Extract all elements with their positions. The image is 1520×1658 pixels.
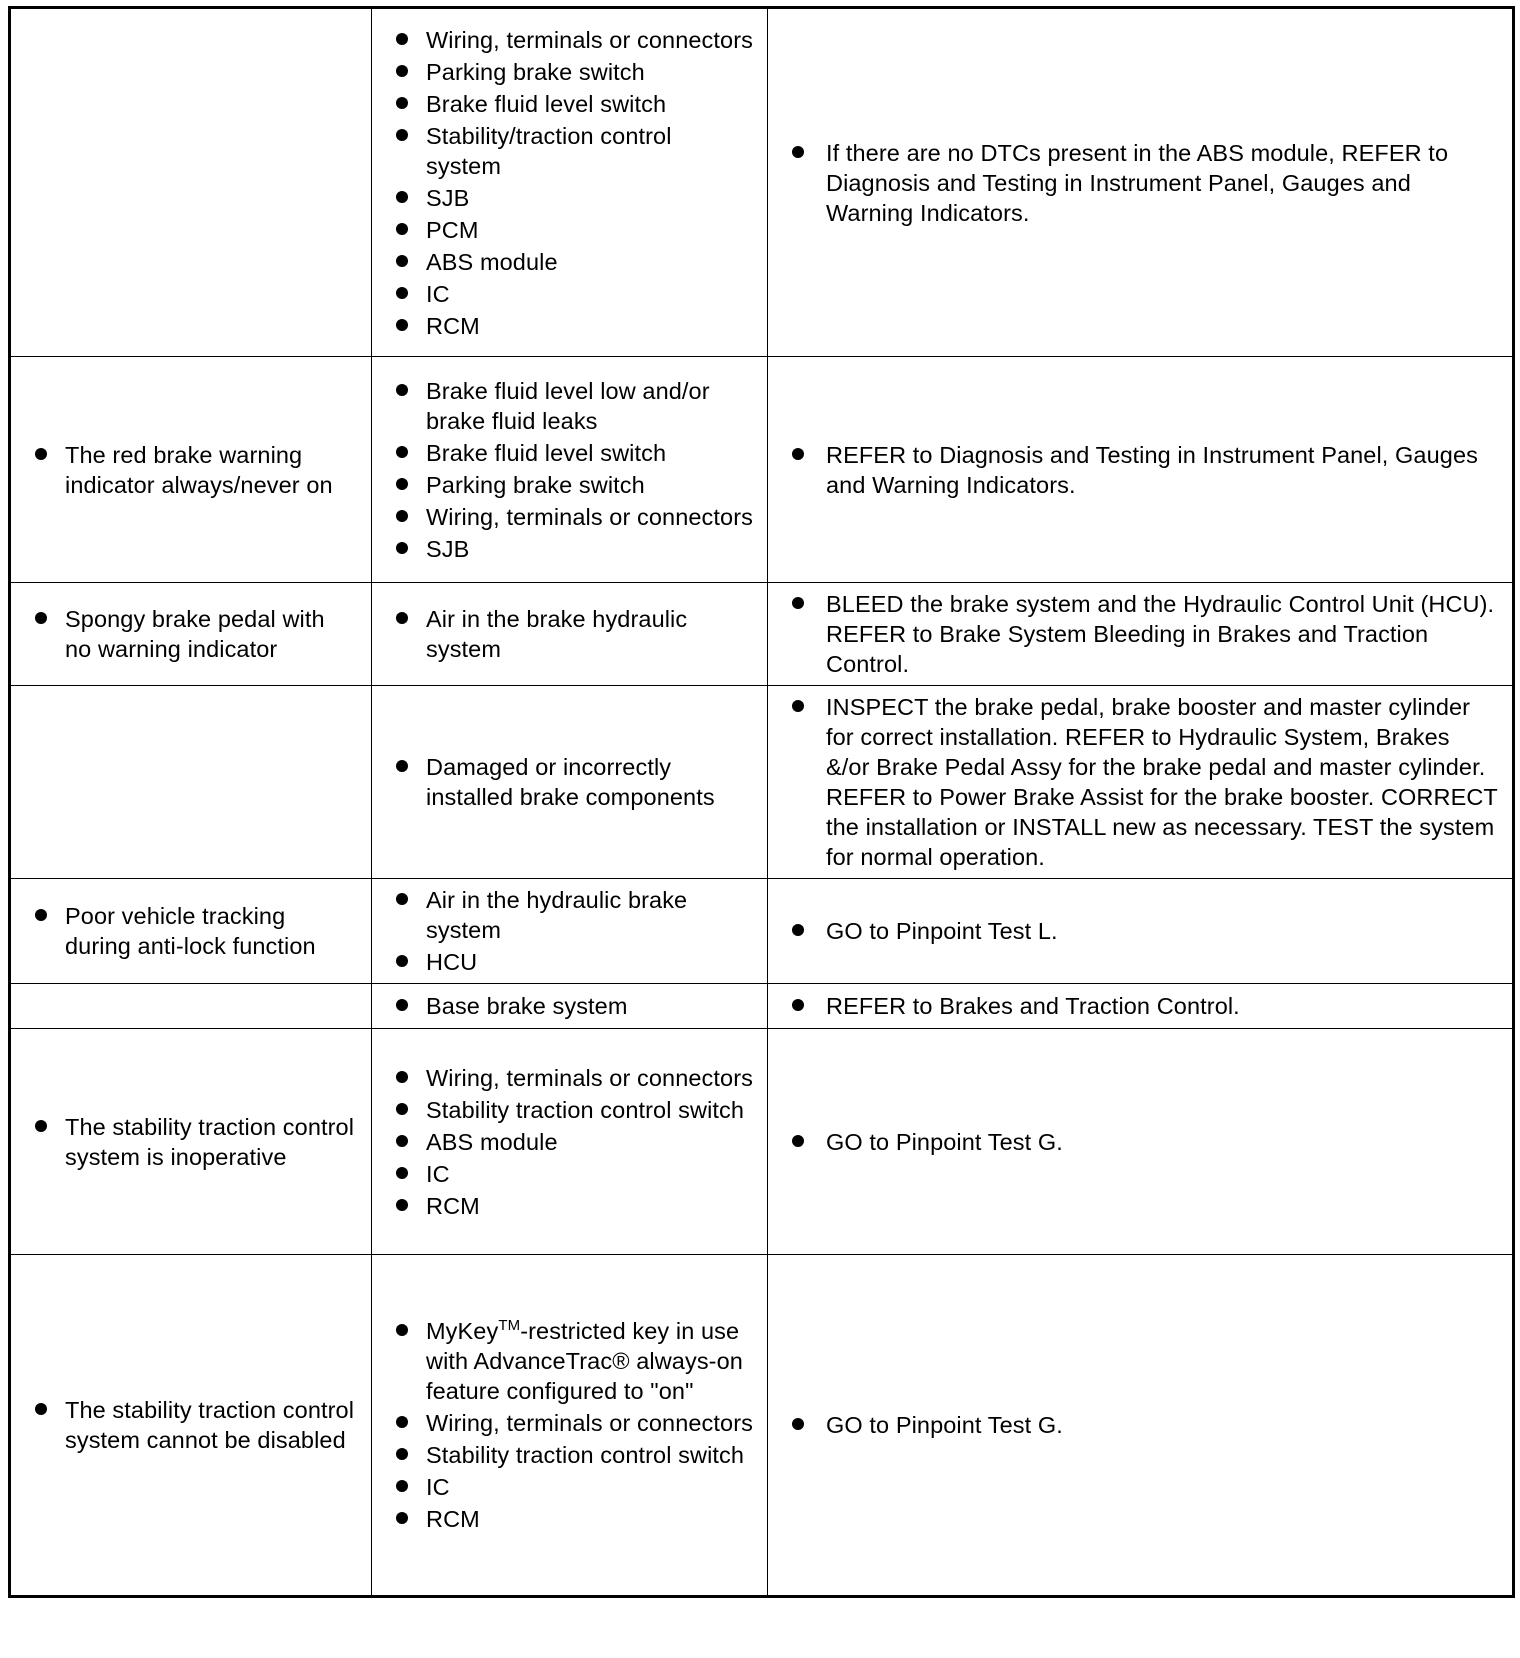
cause-item: Base brake system [392, 991, 753, 1021]
cause-item: RCM [392, 311, 753, 341]
action-list [788, 692, 1498, 872]
action-list [788, 440, 1498, 500]
cause-list [392, 1063, 753, 1221]
action-list [788, 1127, 1498, 1157]
cause-item: RCM [392, 1191, 753, 1221]
cause-item: IC [392, 1159, 753, 1189]
action-item: REFER to Diagnosis and Testing in Instrument Panel, Gauges and Warning Indicators. [788, 440, 1498, 500]
action-cell [768, 357, 1514, 583]
table-row [10, 984, 1514, 1029]
cause-item: Brake fluid level low and/or brake fluid leaks [392, 376, 753, 436]
cause-item: SJB [392, 183, 753, 213]
symptom-cell [10, 1255, 372, 1597]
action-cell [768, 984, 1514, 1029]
cause-list [392, 991, 753, 1021]
cause-item: Wiring, terminals or connectors [392, 1063, 753, 1093]
cause-item: ABS module [392, 247, 753, 277]
table-row [10, 686, 1514, 879]
symptom-item: The stability traction control system cannot be disabled [31, 1395, 357, 1455]
action-item: GO to Pinpoint Test L. [788, 916, 1498, 946]
trademark-mark: TM [498, 1317, 521, 1334]
cause-list [392, 885, 753, 977]
action-list [788, 916, 1498, 946]
mykey-description: -restricted key in use with AdvanceTrac® always-on feature configured to "on" [426, 1318, 743, 1404]
symptom-cell [10, 686, 372, 879]
action-item: If there are no DTCs present in the ABS module, REFER to Diagnosis and Testing in Instrument Panel, Gauges and Warning Indicators. [788, 138, 1498, 228]
cause-item: PCM [392, 215, 753, 245]
cause-cell [372, 1255, 768, 1597]
cause-item: Parking brake switch [392, 470, 753, 500]
table-body [10, 8, 1514, 1597]
cause-item: Brake fluid level switch [392, 89, 753, 119]
cause-item: ABS module [392, 1127, 753, 1157]
symptom-item: Poor vehicle tracking during anti-lock function [31, 901, 357, 961]
table-row [10, 8, 1514, 357]
action-cell [768, 583, 1514, 686]
action-item: GO to Pinpoint Test G. [788, 1410, 1498, 1440]
cause-item: Brake fluid level switch [392, 438, 753, 468]
cause-cell [372, 1029, 768, 1255]
symptom-list [31, 901, 357, 961]
action-cell [768, 8, 1514, 357]
cause-cell [372, 879, 768, 984]
table-row [10, 1029, 1514, 1255]
cause-item [392, 1316, 753, 1406]
table-row [10, 879, 1514, 984]
cause-cell [372, 357, 768, 583]
symptom-cell [10, 357, 372, 583]
action-list [788, 991, 1498, 1021]
symptom-list [31, 604, 357, 664]
cause-item: Stability traction control switch [392, 1095, 753, 1125]
symptom-item: The red brake warning indicator always/never on [31, 440, 357, 500]
table-row [10, 583, 1514, 686]
mykey-name: MyKey [426, 1318, 499, 1344]
cause-item: Stability traction control switch [392, 1440, 753, 1470]
action-item: GO to Pinpoint Test G. [788, 1127, 1498, 1157]
symptom-list [31, 1112, 357, 1172]
action-list [788, 1410, 1498, 1440]
symptom-cell [10, 984, 372, 1029]
cause-item: Air in the brake hydraulic system [392, 604, 753, 664]
cause-item: SJB [392, 534, 753, 564]
cause-item: Wiring, terminals or connectors [392, 502, 753, 532]
cause-list [392, 25, 753, 341]
cause-cell [372, 686, 768, 879]
cause-item: IC [392, 1472, 753, 1502]
cause-item: IC [392, 279, 753, 309]
symptom-cell [10, 879, 372, 984]
symptom-list [31, 1395, 357, 1455]
symptom-list [31, 440, 357, 500]
cause-item: Wiring, terminals or connectors [392, 1408, 753, 1438]
cause-item: Stability/traction control system [392, 121, 753, 181]
cause-item: Parking brake switch [392, 57, 753, 87]
action-item: BLEED the brake system and the Hydraulic Control Unit (HCU). REFER to Brake System Bleeding in Brakes and Traction Control. [788, 589, 1498, 679]
cause-list [392, 752, 753, 812]
action-cell [768, 1029, 1514, 1255]
symptom-item: The stability traction control system is inoperative [31, 1112, 357, 1172]
cause-list [392, 1316, 753, 1534]
action-item: INSPECT the brake pedal, brake booster and master cylinder for correct installation. REFER to Hydraulic System, Brakes &/or Brake Pedal Assy for the brake pedal and master cylinder. REFER to Power Brake Assist for the brake booster. CORRECT the installation or INSTALL new as necessary. TEST the system for normal operation. [788, 692, 1498, 872]
symptom-cell [10, 8, 372, 357]
table-row [10, 357, 1514, 583]
symptom-item: Spongy brake pedal with no warning indicator [31, 604, 357, 664]
action-list [788, 138, 1498, 228]
cause-list [392, 604, 753, 664]
action-cell [768, 1255, 1514, 1597]
cause-list [392, 376, 753, 564]
symptom-cell [10, 583, 372, 686]
cause-cell [372, 8, 768, 357]
table-row [10, 1255, 1514, 1597]
action-item: REFER to Brakes and Traction Control. [788, 991, 1498, 1021]
cause-item: HCU [392, 947, 753, 977]
cause-item: Damaged or incorrectly installed brake components [392, 752, 753, 812]
cause-item: Air in the hydraulic brake system [392, 885, 753, 945]
action-cell [768, 879, 1514, 984]
action-list [788, 589, 1498, 679]
cause-cell [372, 984, 768, 1029]
symptom-cell [10, 1029, 372, 1255]
cause-cell [372, 583, 768, 686]
action-cell [768, 686, 1514, 879]
symptom-chart-table [8, 6, 1515, 1598]
cause-item: Wiring, terminals or connectors [392, 25, 753, 55]
cause-item: RCM [392, 1504, 753, 1534]
